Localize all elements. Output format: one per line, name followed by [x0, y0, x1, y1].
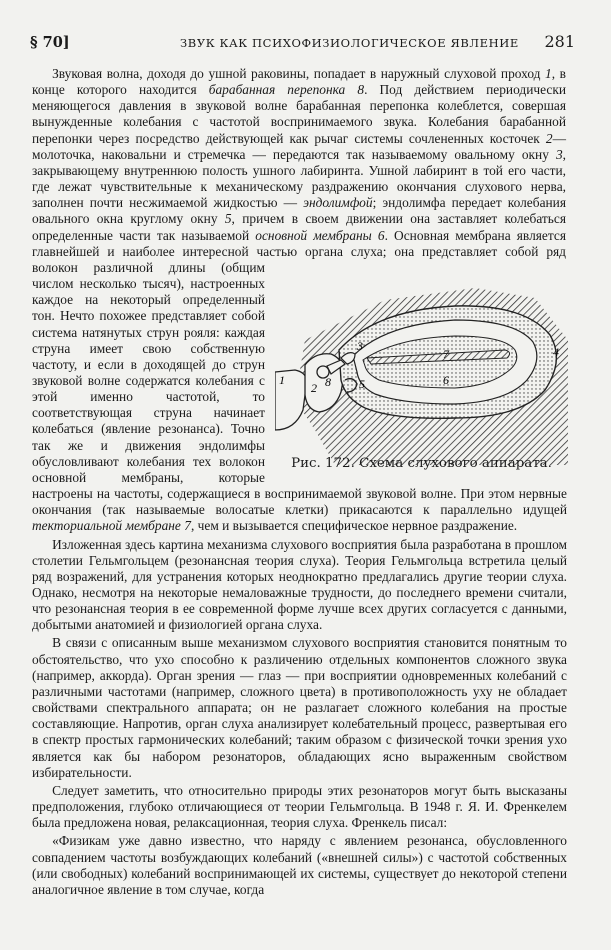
fig-label-2: 2	[311, 381, 317, 395]
fig-label-4: 4	[553, 345, 559, 359]
figure-caption: Рис. 172. Схема слухового аппарата.	[291, 456, 552, 471]
term-basilar-membrane: основной мембраны	[255, 227, 372, 243]
paragraph-1-wrap: . Основная мембрана является главнейшей и наиболее интересной частью органа слуха; она представляет собой ряд волокон различной длины (общим числом несколько тысяч), настроенных каждое на некоторый определенный тон. Нечто похожее представляет собой система натянутых струн рояля: каждая струна имеет свою собственную частоту, и если в доходящей до струн звуковой волне содержатся колебания с этой именно частотой, то соответствующая струна начинает колебаться (явление резонанса). Точно так же и движения эндолимфы обусловливают колебания тех волокон основной мембраны, которые настроены на частоты, содержащиеся в воспринимаемой звуковой волне. При этом нервные окончания (так называемые волосатые клетки) прикасаются к параллельно идущей	[32, 227, 567, 518]
fig-label-8: 8	[325, 375, 331, 389]
paragraph-5-quote: «Физикам уже давно известно, что наряду с явлением резонанса, обусловленного совпадением частоты возбуждающих колебаний («внешней силы») с частотой собственных (или свободных) колебаний воспринимающей их системы, существует до некоторой степени аналогичное явление в том случае, когда	[32, 833, 567, 897]
fig-label-5: 5	[359, 377, 365, 391]
term-tectorial-membrane: текториальной мембране	[32, 518, 181, 534]
ear-diagram	[275, 280, 568, 465]
page-number: 281	[544, 32, 575, 51]
paragraph-4: Следует заметить, что относительно природы этих резонаторов могут быть высказаны предположения, глубоко отличающиеся от теории Гельмгольца. В 1948 г. Я. И. Френкелем была предложена новая, релаксационная, теория слуха. Френкель писал:	[32, 782, 567, 831]
running-head	[30, 34, 575, 56]
paragraph-3: В связи с описанным выше механизмом слухового восприятия становится понятным то обстоятельство, что ухо способно к различению отдельных компонентов сложного звука (например, аккорда). Орган зрения — глаз — при восприятии одновременных колебаний с различными частотами (например, сложного цвета) в противоположность уху не обладает свойствами спектрального аппарата; он не разлагает сложного колебания на простые составляющие. Напротив, орган слуха анализирует колебательный процесс, развертывая его в спектр простых гармонических колебаний; таким образом с физической точки зрения ухо является как бы набором резонаторов, обладающих ясно выраженным свойством избирательности.	[32, 635, 567, 780]
paragraph-2: Изложенная здесь картина механизма слухового восприятия была разработана в прошлом столетии Гельмгольцем (резонансная теория слуха). Теория Гельмгольца встретила целый ряд возражений, для устранения которых неоднократно предлагались другие теории слуха. Однако, несмотря на некоторые немаловажные трудности, до последнего времени считали, что резонансная теория в ее современной форме лучше всех других согласуется с данными, добытыми анатомией и физиологией органа слуха.	[32, 536, 567, 633]
paragraph-1: Звуковая волна, доходя до ушной раковины, попадает в наружный слуховой проход 1, в конце которого находится барабанная перепонка 8. Под действием периодически меняющегося давления в звуковой волне барабанная перепонка колеблется, совершая вынужденные колебания с частотой воспринимаемого звука. Колебания барабанной перепонки через посредство действующей как рычаг системы сочлененных косточек 2— молоточка, наковальни и стремечка — передаются так называемому овальному окну 3, закрывающему внутреннюю полость ушного лабиринта. Ушной лабиринт в той его части, где лежат чувствительные к механическому раздражению окончания слухового нерва, заполнен почти несжимаемой жидкостью — эндолимфой; эндолимфа передает колебания овального окна круглому окну 5, причем в своем движении она заставляет колебаться определенные части так называемой основной мембраны 6. Основная мембрана является главнейшей и наиболее интересной частью органа слуха; она представляет собой ряд волокон различной длины (общим числом несколько тысяч), настроенных каждое на некоторый определенный тон. Нечто похожее представляет собой система натянутых струн рояля: каждая струна имеет свою собственную частоту, и если в доходящей до струн звуковой волне содержатся колебания с этой именно частотой, то соответствующая струна начинает колебаться (явление резонанса). Точно так же и движения эндолимфы обусловливают колебания тех волокон основной мембраны, которые настроены на частоты, содержащиеся в воспринимаемой звуковой волне. При этом нервные окончания (так называемые волосатые клетки) прикасаются к параллельно идущей текториальной мембране 7, чем и вызывается специфическое нервное раздражение.	[32, 66, 567, 534]
fig-label-3: 3	[357, 339, 363, 353]
term-eardrum: барабанная перепонка	[208, 82, 346, 98]
fig-label-7: 7	[443, 347, 449, 361]
fig-label-6: 6	[443, 373, 449, 387]
running-title: ЗВУК КАК ПСИХОФИЗИОЛОГИЧЕСКОЕ ЯВЛЕНИЕ	[180, 36, 519, 50]
figure-offset	[566, 66, 567, 276]
term-endolymph: эндолимфой	[303, 195, 373, 211]
section-number: § 70]	[30, 34, 70, 51]
fig-label-1: 1	[279, 373, 285, 387]
figure-172	[275, 280, 568, 492]
